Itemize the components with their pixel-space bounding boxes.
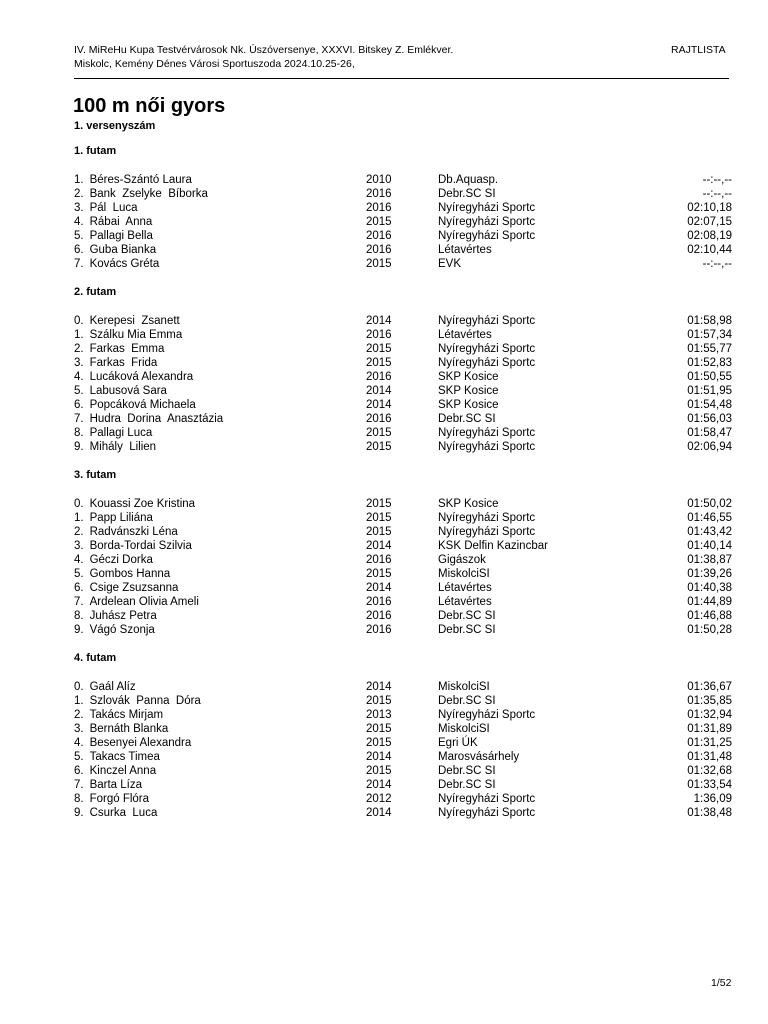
swimmer-lane-and-name — [74, 187, 208, 201]
birth-year: 2016 — [366, 610, 392, 622]
birth-year: 2013 — [366, 709, 392, 721]
lane-number: 7. — [74, 258, 84, 270]
entry-time: 01:31,89 — [687, 723, 732, 735]
club-name: SKP Kosice — [438, 498, 499, 510]
heat-title: 1. futam — [74, 145, 117, 157]
entry-time: --:--,-- — [702, 188, 732, 200]
start-list-row — [74, 525, 734, 539]
start-list-row — [74, 778, 734, 792]
birth-year: 2014 — [366, 681, 392, 693]
birth-year: 2015 — [366, 343, 392, 355]
swimmer-lane-and-name — [74, 581, 178, 595]
entry-time: 01:32,94 — [687, 709, 732, 721]
start-list-row — [74, 187, 734, 201]
lane-number: 6. — [74, 582, 84, 594]
swimmer-lane-and-name — [74, 243, 156, 257]
club-name: Debr.SC SI — [438, 779, 496, 791]
swimmer-lane-and-name — [74, 356, 157, 370]
entry-time: 01:58,98 — [687, 315, 732, 327]
club-name: Nyíregyházi Sportc — [438, 315, 536, 327]
entry-time: 01:55,77 — [687, 343, 732, 355]
swimmer-lane-and-name — [74, 525, 178, 539]
club-name: Nyíregyházi Sportc — [438, 427, 536, 439]
swimmer-name: Pál Luca — [89, 202, 138, 214]
swimmer-name: Radvánszki Léna — [89, 526, 178, 538]
swimmer-name: Borda-Tordai Szilvia — [89, 540, 192, 552]
entry-time: 01:33,54 — [687, 779, 732, 791]
swimmer-name: Lucáková Alexandra — [89, 371, 194, 383]
entry-time: 1:36,09 — [693, 793, 732, 805]
birth-year: 2016 — [366, 244, 392, 256]
club-name: SKP Kosice — [438, 399, 499, 411]
club-name: SKP Kosice — [438, 385, 499, 397]
swimmer-lane-and-name — [74, 173, 192, 187]
swimmer-lane-and-name — [74, 539, 192, 553]
birth-year: 2012 — [366, 793, 392, 805]
entry-time: 02:06,94 — [687, 441, 732, 453]
entry-time: 01:46,55 — [687, 512, 732, 524]
entry-time: 01:57,34 — [687, 329, 732, 341]
entry-time: 01:38,87 — [687, 554, 732, 566]
birth-year: 2014 — [366, 807, 392, 819]
birth-year: 2015 — [366, 695, 392, 707]
lane-number: 3. — [74, 540, 84, 552]
birth-year: 2015 — [366, 427, 392, 439]
swimmer-name: Farkas Emma — [89, 343, 165, 355]
start-list-row — [74, 497, 734, 511]
entry-time: 01:31,25 — [687, 737, 732, 749]
club-name: Nyíregyházi Sportc — [438, 357, 536, 369]
swimmer-lane-and-name — [74, 201, 138, 215]
club-name: Debr.SC SI — [438, 413, 496, 425]
swimmer-name: Vágó Szonja — [89, 624, 155, 636]
lane-number: 9. — [74, 441, 84, 453]
lane-number: 1. — [74, 329, 84, 341]
start-list-row — [74, 243, 734, 257]
entry-time: 01:51,95 — [687, 385, 732, 397]
club-name: Létavértes — [438, 329, 492, 341]
swimmer-lane-and-name — [74, 412, 223, 426]
entry-time: 01:44,89 — [687, 596, 732, 608]
entry-time: 01:50,55 — [687, 371, 732, 383]
page-number: 1/52 — [711, 977, 732, 989]
birth-year: 2015 — [366, 765, 392, 777]
start-list-row — [74, 539, 734, 553]
club-name: Debr.SC SI — [438, 765, 496, 777]
entry-time: 01:54,48 — [687, 399, 732, 411]
birth-year: 2015 — [366, 357, 392, 369]
swimmer-name: Juhász Petra — [89, 610, 157, 622]
swimmer-lane-and-name — [74, 750, 160, 764]
club-name: Debr.SC SI — [438, 695, 496, 707]
swimmer-name: Takács Mirjam — [89, 709, 164, 721]
heat-title: 2. futam — [74, 286, 117, 298]
club-name: Db.Aquasp. — [438, 174, 499, 186]
lane-number: 7. — [74, 779, 84, 791]
swimmer-name: Popcáková Michaela — [89, 399, 196, 411]
entry-time: 01:32,68 — [687, 765, 732, 777]
entry-time: 01:50,02 — [687, 498, 732, 510]
club-name: EVK — [438, 258, 462, 270]
birth-year: 2014 — [366, 751, 392, 763]
lane-number: 7. — [74, 596, 84, 608]
entry-time: 01:56,03 — [687, 413, 732, 425]
club-name: Nyíregyházi Sportc — [438, 512, 536, 524]
entry-time: 01:40,14 — [687, 540, 732, 552]
lane-number: 2. — [74, 709, 84, 721]
entry-time: 01:43,42 — [687, 526, 732, 538]
start-list-row — [74, 370, 734, 384]
start-list-row — [74, 609, 734, 623]
birth-year: 2014 — [366, 399, 392, 411]
header-competition-title: IV. MiReHu Kupa Testvérvárosok Nk. Úszóversenye, XXXVI. Bitskey Z. Emlékver. — [74, 44, 454, 56]
swimmer-name: Barta Líza — [89, 779, 143, 791]
heat-title: 4. futam — [74, 652, 117, 664]
start-list-row — [74, 722, 734, 736]
start-list-row — [74, 201, 734, 215]
birth-year: 2016 — [366, 596, 392, 608]
lane-number: 5. — [74, 230, 84, 242]
swimmer-name: Bank Zselyke Bíborka — [89, 188, 208, 200]
start-list-row — [74, 567, 734, 581]
swimmer-lane-and-name — [74, 694, 201, 708]
swimmer-name: Mihály Lilien — [89, 441, 157, 453]
start-list-row — [74, 792, 734, 806]
lane-number: 8. — [74, 610, 84, 622]
club-name: SKP Kosice — [438, 371, 499, 383]
start-list-row — [74, 806, 734, 820]
club-name: MiskolciSI — [438, 723, 490, 735]
club-name: Debr.SC SI — [438, 188, 496, 200]
entry-time: 01:46,88 — [687, 610, 732, 622]
lane-number: 6. — [74, 399, 84, 411]
swimmer-lane-and-name — [74, 595, 199, 609]
lane-number: 4. — [74, 371, 84, 383]
birth-year: 2015 — [366, 526, 392, 538]
club-name: MiskolciSI — [438, 681, 490, 693]
swimmer-lane-and-name — [74, 342, 164, 356]
swimmer-name: Géczi Dorka — [89, 554, 153, 566]
birth-year: 2015 — [366, 568, 392, 580]
swimmer-name: Kerepesi Zsanett — [89, 315, 180, 327]
start-list-row — [74, 440, 734, 454]
birth-year: 2016 — [366, 202, 392, 214]
heats-list — [74, 144, 734, 834]
lane-number: 1. — [74, 695, 84, 707]
start-list-row — [74, 229, 734, 243]
entry-time: 01:40,38 — [687, 582, 732, 594]
swimmer-name: Labusová Sara — [89, 385, 167, 397]
lane-number: 6. — [74, 765, 84, 777]
birth-year: 2016 — [366, 230, 392, 242]
entry-time: 02:10,44 — [687, 244, 732, 256]
birth-year: 2016 — [366, 329, 392, 341]
club-name: Nyíregyházi Sportc — [438, 343, 536, 355]
club-name: Debr.SC SI — [438, 624, 496, 636]
swimmer-name: Farkas Frida — [89, 357, 158, 369]
club-name: Nyíregyházi Sportc — [438, 793, 536, 805]
club-name: Nyíregyházi Sportc — [438, 202, 536, 214]
start-list-row — [74, 595, 734, 609]
swimmer-lane-and-name — [74, 708, 163, 722]
swimmer-lane-and-name — [74, 426, 152, 440]
swimmer-name: Ardelean Olivia Ameli — [89, 596, 199, 608]
swimmer-lane-and-name — [74, 553, 153, 567]
swimmer-lane-and-name — [74, 229, 153, 243]
lane-number: 9. — [74, 807, 84, 819]
start-list-row — [74, 173, 734, 187]
start-list-row — [74, 398, 734, 412]
birth-year: 2015 — [366, 498, 392, 510]
swimmer-lane-and-name — [74, 623, 155, 637]
entry-time: 02:08,19 — [687, 230, 732, 242]
start-list-row — [74, 384, 734, 398]
start-list-row — [74, 314, 734, 328]
entry-time: 02:07,15 — [687, 216, 732, 228]
club-name: Létavértes — [438, 244, 492, 256]
start-list-row — [74, 680, 734, 694]
lane-number: 5. — [74, 385, 84, 397]
lane-number: 3. — [74, 723, 84, 735]
start-list-row — [74, 708, 734, 722]
swimmer-lane-and-name — [74, 384, 167, 398]
start-list-row — [74, 342, 734, 356]
swimmer-lane-and-name — [74, 764, 156, 778]
birth-year: 2016 — [366, 188, 392, 200]
swimmer-name: Szlovák Panna Dóra — [89, 695, 201, 707]
start-list-row — [74, 215, 734, 229]
start-list-row — [74, 412, 734, 426]
club-name: KSK Delfin Kazincbar — [438, 540, 548, 552]
start-list-row — [74, 356, 734, 370]
event-title: 100 m női gyors — [73, 95, 226, 117]
heat-block — [74, 285, 734, 454]
entry-time: 01:50,28 — [687, 624, 732, 636]
lane-number: 6. — [74, 244, 84, 256]
lane-number: 8. — [74, 427, 84, 439]
club-name: Nyíregyházi Sportc — [438, 441, 536, 453]
birth-year: 2015 — [366, 258, 392, 270]
swimmer-lane-and-name — [74, 736, 191, 750]
swimmer-lane-and-name — [74, 792, 149, 806]
header-divider — [74, 78, 729, 79]
swimmer-name: Gaál Alíz — [89, 681, 136, 693]
club-name: Nyíregyházi Sportc — [438, 807, 536, 819]
header-document-type: RAJTLISTA — [671, 44, 726, 56]
lane-number: 0. — [74, 315, 84, 327]
start-list-row — [74, 623, 734, 637]
start-list-row — [74, 257, 734, 271]
swimmer-name: Rábai Anna — [89, 216, 153, 228]
birth-year: 2015 — [366, 723, 392, 735]
birth-year: 2015 — [366, 216, 392, 228]
swimmer-name: Bernáth Blanka — [89, 723, 169, 735]
lane-number: 5. — [74, 751, 84, 763]
swimmer-name: Besenyei Alexandra — [89, 737, 192, 749]
swimmer-lane-and-name — [74, 215, 152, 229]
birth-year: 2014 — [366, 779, 392, 791]
birth-year: 2015 — [366, 512, 392, 524]
birth-year: 2014 — [366, 540, 392, 552]
swimmer-lane-and-name — [74, 257, 159, 271]
swimmer-lane-and-name — [74, 806, 157, 820]
swimmer-lane-and-name — [74, 511, 153, 525]
lane-number: 4. — [74, 554, 84, 566]
start-list-row — [74, 581, 734, 595]
entry-time: 01:31,48 — [687, 751, 732, 763]
lane-number: 2. — [74, 188, 84, 200]
club-name: Nyíregyházi Sportc — [438, 526, 536, 538]
lane-number: 3. — [74, 202, 84, 214]
swimmer-lane-and-name — [74, 778, 142, 792]
header-venue-date: Miskolc, Kemény Dénes Városi Sportuszoda 2024.10.25-26, — [74, 58, 355, 70]
swimmer-name: Papp Liliána — [89, 512, 153, 524]
swimmer-lane-and-name — [74, 398, 196, 412]
club-name: MiskolciSI — [438, 568, 490, 580]
swimmer-lane-and-name — [74, 370, 193, 384]
lane-number: 1. — [74, 512, 84, 524]
entry-time: --:--,-- — [702, 174, 732, 186]
birth-year: 2014 — [366, 582, 392, 594]
swimmer-lane-and-name — [74, 314, 180, 328]
start-list-row — [74, 736, 734, 750]
birth-year: 2016 — [366, 624, 392, 636]
swimmer-lane-and-name — [74, 440, 156, 454]
lane-number: 2. — [74, 343, 84, 355]
swimmer-name: Gombos Hanna — [89, 568, 171, 580]
entry-time: 02:10,18 — [687, 202, 732, 214]
club-name: Nyíregyházi Sportc — [438, 230, 536, 242]
birth-year: 2015 — [366, 737, 392, 749]
swimmer-lane-and-name — [74, 567, 170, 581]
club-name: Marosvásárhely — [438, 751, 520, 763]
swimmer-name: Forgó Flóra — [89, 793, 150, 805]
club-name: Létavértes — [438, 582, 492, 594]
heat-block — [74, 468, 734, 637]
birth-year: 2016 — [366, 371, 392, 383]
club-name: Gigászok — [438, 554, 486, 566]
swimmer-name: Csurka Luca — [89, 807, 158, 819]
start-list-row — [74, 426, 734, 440]
entry-time: 01:38,48 — [687, 807, 732, 819]
swimmer-name: Takacs Timea — [89, 751, 160, 763]
start-list-row — [74, 553, 734, 567]
swimmer-lane-and-name — [74, 497, 195, 511]
swimmer-lane-and-name — [74, 722, 168, 736]
swimmer-name: Kinczel Anna — [89, 765, 157, 777]
event-number: 1. versenyszám — [74, 120, 156, 132]
swimmer-name: Kovács Gréta — [89, 258, 160, 270]
swimmer-name: Kouassi Zoe Kristina — [89, 498, 196, 510]
club-name: Debr.SC SI — [438, 610, 496, 622]
swimmer-name: Hudra Dorina Anasztázia — [89, 413, 224, 425]
swimmer-lane-and-name — [74, 328, 182, 342]
start-list-row — [74, 511, 734, 525]
lane-number: 8. — [74, 793, 84, 805]
swimmer-lane-and-name — [74, 609, 157, 623]
swimmer-lane-and-name — [74, 680, 136, 694]
heat-block — [74, 144, 734, 271]
lane-number: 5. — [74, 568, 84, 580]
entry-time: 01:58,47 — [687, 427, 732, 439]
club-name: Nyíregyházi Sportc — [438, 216, 536, 228]
heat-block — [74, 651, 734, 820]
swimmer-name: Béres-Szántó Laura — [89, 174, 192, 186]
lane-number: 4. — [74, 737, 84, 749]
entry-time: 01:35,85 — [687, 695, 732, 707]
swimmer-name: Csige Zsuzsanna — [89, 582, 179, 594]
swimmer-name: Szálku Mia Emma — [89, 329, 183, 341]
start-list-row — [74, 750, 734, 764]
start-list-row — [74, 694, 734, 708]
birth-year: 2016 — [366, 413, 392, 425]
start-list-row — [74, 764, 734, 778]
lane-number: 1. — [74, 174, 84, 186]
birth-year: 2015 — [366, 441, 392, 453]
lane-number: 0. — [74, 498, 84, 510]
entry-time: 01:39,26 — [687, 568, 732, 580]
birth-year: 2014 — [366, 385, 392, 397]
lane-number: 0. — [74, 681, 84, 693]
lane-number: 4. — [74, 216, 84, 228]
club-name: Egri ÚK — [438, 737, 478, 749]
club-name: Létavértes — [438, 596, 492, 608]
start-list-row — [74, 328, 734, 342]
heat-title: 3. futam — [74, 469, 117, 481]
birth-year: 2014 — [366, 315, 392, 327]
birth-year: 2010 — [366, 174, 392, 186]
swimmer-name: Pallagi Luca — [89, 427, 153, 439]
entry-time: 01:52,83 — [687, 357, 732, 369]
lane-number: 2. — [74, 526, 84, 538]
lane-number: 3. — [74, 357, 84, 369]
lane-number: 7. — [74, 413, 84, 425]
lane-number: 9. — [74, 624, 84, 636]
birth-year: 2016 — [366, 554, 392, 566]
entry-time: 01:36,67 — [687, 681, 732, 693]
swimmer-name: Guba Bianka — [89, 244, 157, 256]
club-name: Nyíregyházi Sportc — [438, 709, 536, 721]
entry-time: --:--,-- — [702, 258, 732, 270]
swimmer-name: Pallagi Bella — [89, 230, 153, 242]
